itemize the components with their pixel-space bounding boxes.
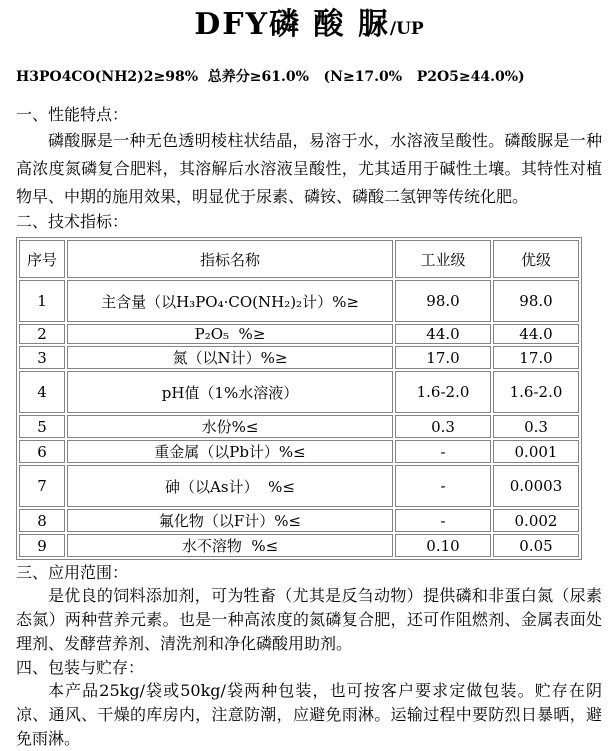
row-industrial: 0.3 — [395, 415, 491, 438]
row-name: 重金属（以Pb计）%≤ — [67, 440, 393, 463]
table-row — [19, 509, 579, 532]
row-no: 5 — [19, 415, 65, 438]
row-industrial: 0.10 — [395, 534, 491, 557]
row-no: 2 — [19, 324, 65, 344]
section-3-heading: 三、应用范围： — [16, 563, 129, 582]
row-premium: 0.001 — [493, 440, 579, 463]
col-header-name: 指标名称 — [67, 240, 393, 278]
row-no: 1 — [19, 280, 65, 322]
row-premium: 0.002 — [493, 509, 579, 532]
page-title — [16, 4, 602, 50]
col-header-no: 序号 — [19, 240, 65, 278]
row-premium: 1.6-2.0 — [493, 371, 579, 413]
row-premium: 0.05 — [493, 534, 579, 557]
row-name: 砷（以As计） %≤ — [67, 465, 393, 507]
row-no: 3 — [19, 346, 65, 369]
row-name: pH值（1%水溶液） — [67, 371, 393, 413]
table-row — [19, 371, 579, 413]
row-premium: 98.0 — [493, 280, 579, 322]
section-1-heading: 一、性能特点： — [16, 105, 129, 124]
table-row — [19, 346, 579, 369]
section-3-body: 是优良的饲料添加剂，可为牲畜（尤其是反刍动物）提供磷和非蛋白氮（尿素态氮）两种营养元素。也是一种高浓度的氮磷复合肥，还可作阻燃剂、金属表面处理剂、发酵营养剂、清洗剂和净化磷酸用助剂。 — [16, 586, 602, 653]
col-header-premium: 优级 — [493, 240, 579, 278]
table-row — [19, 440, 579, 463]
table-row — [19, 415, 579, 438]
table-row — [19, 534, 579, 557]
spec-table-header-row — [19, 240, 579, 278]
row-name: 氟化物（以F计）%≤ — [67, 509, 393, 532]
row-name: P₂O₅ %≥ — [67, 324, 393, 344]
table-row — [19, 280, 579, 322]
row-industrial: - — [395, 440, 491, 463]
row-premium: 0.0003 — [493, 465, 579, 507]
row-no: 8 — [19, 509, 65, 532]
col-header-industrial: 工业级 — [395, 240, 491, 278]
row-industrial: 98.0 — [395, 280, 491, 322]
section-2-heading: 二、技术指标： — [16, 212, 129, 231]
row-no: 7 — [19, 465, 65, 507]
row-no: 4 — [19, 371, 65, 413]
row-no: 6 — [19, 440, 65, 463]
page-title-suffix: /UP — [389, 19, 424, 39]
spec-table — [16, 237, 582, 560]
section-1-body: 磷酸脲是一种无色透明棱柱状结晶，易溶于水，水溶液呈酸性。磷酸脲是一种高浓度氮磷复合肥料，其溶解后水溶液呈酸性，尤其适用于碱性土壤。其特性对植物早、中期的施用效果，明显优于尿素、磷铵、磷酸二氢钾等传统化肥。 — [16, 131, 602, 206]
row-name: 氮（以N计）%≥ — [67, 346, 393, 369]
row-name: 水不溶物 %≤ — [67, 534, 393, 557]
row-industrial: - — [395, 465, 491, 507]
row-industrial: 44.0 — [395, 324, 491, 344]
table-row — [19, 324, 579, 344]
row-premium: 0.3 — [493, 415, 579, 438]
table-row — [19, 465, 579, 507]
formula-line: H3PO4CO(NH2)2≥98% 总养分≥61.0% (N≥17.0% P2O5≥44.0%) — [16, 69, 525, 85]
row-name: 主含量（以H₃PO₄·CO(NH₂)₂计）%≥ — [67, 280, 393, 322]
row-name: 水份%≤ — [67, 415, 393, 438]
row-industrial: 17.0 — [395, 346, 491, 369]
page-title-text: DFY磷 酸 脲 — [194, 7, 390, 42]
section-4-heading: 四、包装与贮存： — [16, 658, 145, 677]
row-industrial: 1.6-2.0 — [395, 371, 491, 413]
row-industrial: - — [395, 509, 491, 532]
section-4-body: 本产品25kg/袋或50kg/袋两种包装，也可按客户要求定做包装。贮存在阴凉、通风、干燥的库房内，注意防潮，应避免雨淋。运输过程中要防烈日暴晒，避免雨淋。 — [16, 681, 602, 748]
row-premium: 17.0 — [493, 346, 579, 369]
row-premium: 44.0 — [493, 324, 579, 344]
row-no: 9 — [19, 534, 65, 557]
